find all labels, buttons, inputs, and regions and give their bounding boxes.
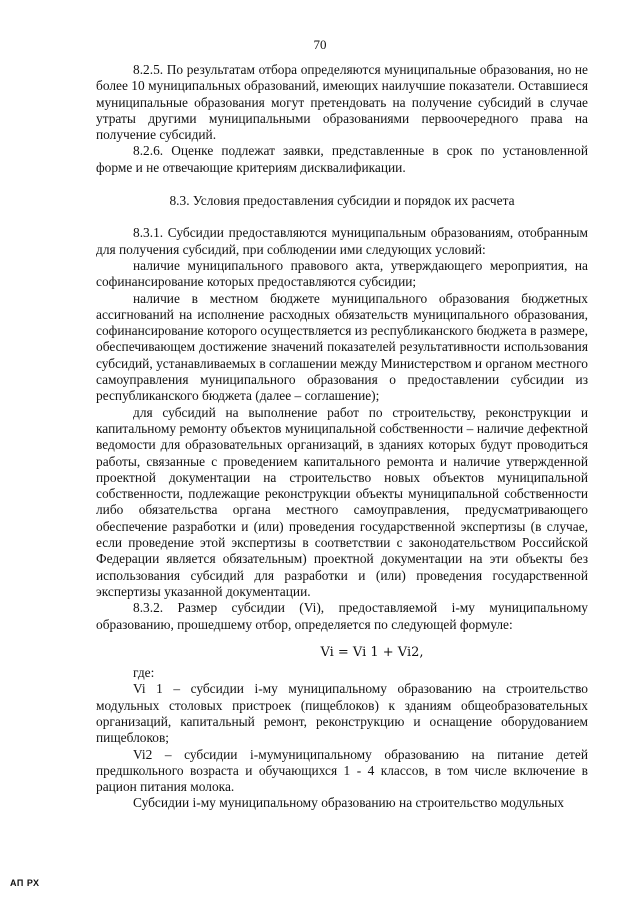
paragraph-8-3-1: 8.3.1. Субсидии предоставляются муниципальным образованиям, отобранным для получения субсидий, при соблюдении ими следующих условий: xyxy=(96,225,588,257)
condition-construction-works: для субсидий на выполнение работ по строительству, реконструкции и капитальному ремонту объектов муниципальной собственности – наличие дефектной ведомости для образовательных организаций, в зданиях которых будут проводиться работы, связанные с проведением капитального ремонта и наличие утвержденной проектной документации на строительство новых объектов муниципальной собственности, подлежащие реконструкции объекты муниципальной собственности либо обязательства органа местного самоуправления, предусматривающего обеспечение разработки и (или) проведения государственной экспертизы (в случае, если проведение этой экспертизы в соответствии с законодательством Российской Федерации является обязательным) проектной документации на эти объекты без использования субсидий для разработки и (или) проведения государственной экспертизы указанной документации. xyxy=(96,404,588,599)
subsidy-formula: Vi = Vi 1 + Vi2, xyxy=(320,644,424,660)
footer-code: АП РХ xyxy=(10,878,40,888)
paragraph-8-3-2: 8.3.2. Размер субсидии (Vi), предоставляемой i-му муниципальному образованию, прошедшему отбор, определяется по следующей формуле: xyxy=(96,600,588,632)
page-number: 70 xyxy=(313,37,327,52)
paragraph-subsidies-modular: Субсидии i-му муниципальному образованию на строительство модульных xyxy=(133,795,565,811)
condition-legal-act: наличие муниципального правового акта, утверждающего мероприятия, на софинансирование которых предоставляются субсидии; xyxy=(96,257,588,290)
section-heading: 8.3. Условия предоставления субсидии и порядок их расчета xyxy=(169,193,515,209)
paragraph-8-2-6: 8.2.6. Оценке подлежат заявки, представленные в срок по установленной форме и не отвечающие критериям дисквалификации. xyxy=(96,143,588,175)
definition-v1: Vi 1 – субсидии i-му муниципальному образованию на строительство модульных столовых пристроек (пищеблоков) к зданиям общеобразовательных организаций, капитальный ремонт, реконструкцию и оснащение оборудованием пищеблоков; xyxy=(96,681,588,746)
condition-budget-allocations: наличие в местном бюджете муниципального образования бюджетных ассигнований на исполнение расходных обязательств муниципального образования, софинансирование которого осуществляется из республиканского бюджета в размере, обеспечивающем достижение значений показателей результативности использования субсидий, устанавливаемых в соглашении между Министерством и органом местного самоуправления муниципального образования о предоставлении субсидии из республиканского бюджета (далее – соглашение); xyxy=(96,290,588,404)
document-body xyxy=(96,62,588,812)
where-label: где: xyxy=(133,665,155,681)
definition-v2: Vi2 – субсидии i-мумуниципальному образованию на питание детей предшкольного возраста и обучающихся 1 - 4 классов, в том числе включение в рацион питания молока. xyxy=(96,746,588,795)
paragraph-8-2-5: 8.2.5. По результатам отбора определяются муниципальные образования, но не более 10 муниципальных образований, имеющих наилучшие показатели. Оставшиеся муниципальные образования могут претендовать на получение субсидий в случае утраты другими муниципальными образованиями первоочередного права на получение субсидий. xyxy=(96,62,588,143)
